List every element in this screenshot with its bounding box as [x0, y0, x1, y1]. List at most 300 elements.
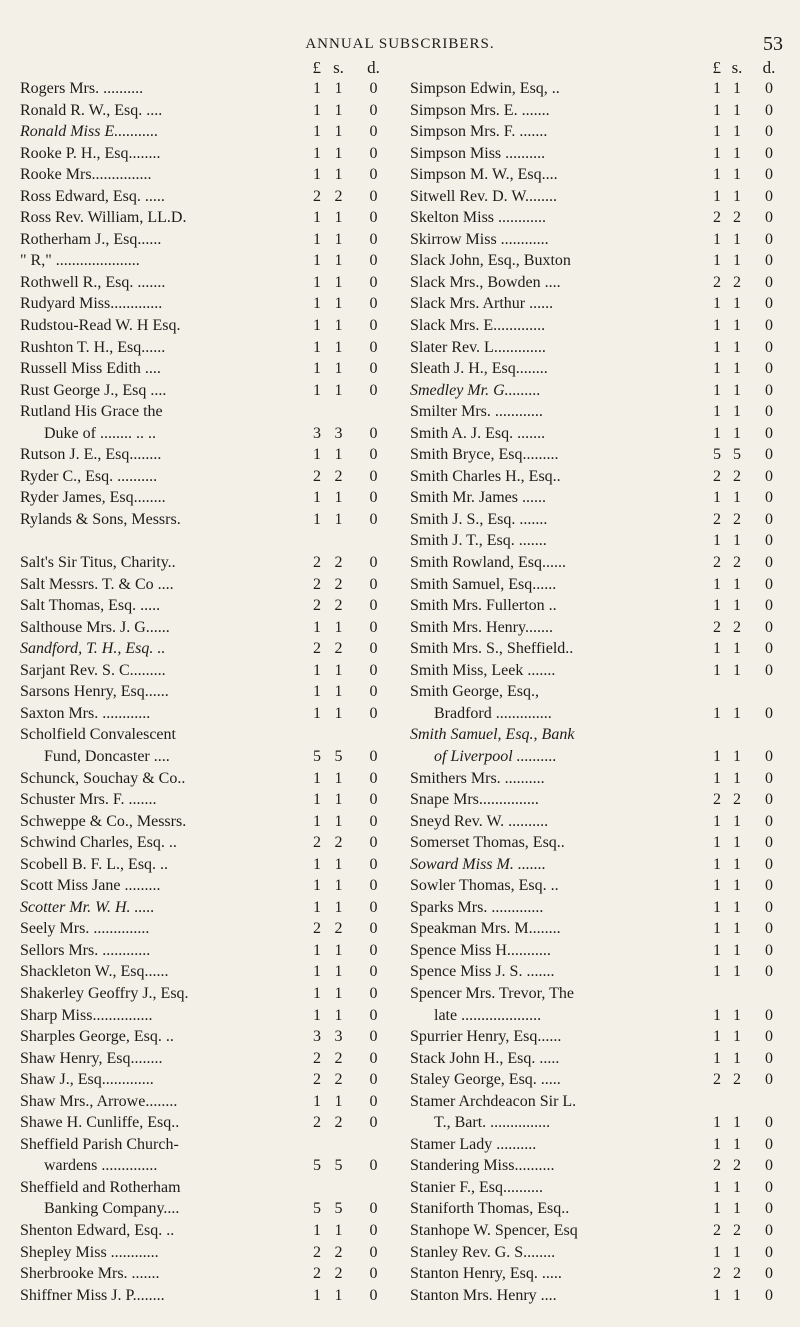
subscription-amount	[284, 961, 395, 983]
subscriber-row	[410, 638, 785, 660]
subscriber-row	[410, 832, 785, 854]
running-title: ANNUAL SUBSCRIBERS.	[305, 36, 495, 52]
pence-value: 0	[369, 360, 378, 378]
subscriber-name: Stanier F., Esq..........	[410, 1178, 543, 1196]
subscription-amount	[284, 983, 395, 1005]
pounds-value: 1	[713, 317, 721, 335]
subscription-amount	[284, 423, 395, 445]
subscriber-row	[410, 875, 785, 897]
pounds-value: 1	[713, 575, 721, 593]
subscriber-row	[20, 746, 395, 768]
subscription-amount	[687, 660, 785, 682]
shillings-value: 1	[334, 295, 343, 313]
subscriber-row	[20, 401, 395, 423]
subscriber-row	[410, 811, 785, 833]
subscriber-name: Smith Bryce, Esq.........	[410, 446, 559, 464]
subscriber-row	[20, 897, 395, 919]
subscriber-name: Skirrow Miss ............	[410, 230, 549, 248]
pence-value: 0	[765, 575, 773, 593]
subscription-amount	[687, 1048, 785, 1070]
shillings-value: 2	[334, 834, 343, 852]
pounds-value: 2	[713, 467, 721, 485]
subscriber-row	[20, 143, 395, 165]
shillings-value: 1	[733, 1135, 741, 1153]
subscriber-row	[20, 1091, 395, 1113]
pence-value: 0	[765, 640, 773, 658]
subscriber-row	[410, 315, 785, 337]
pence-value: 0	[369, 1114, 378, 1132]
subscriber-name: Rushton T. H., Esq......	[20, 338, 166, 356]
subscription-amount	[284, 293, 395, 315]
shillings-value: 1	[334, 941, 343, 959]
subscriber-name: Shiffner Miss J. P........	[20, 1286, 165, 1304]
left-subscriber-column	[20, 58, 395, 1306]
shillings-value: 2	[334, 1114, 343, 1132]
subscription-amount	[687, 444, 785, 466]
subscriber-name: Saxton Mrs. ............	[20, 704, 151, 722]
subscriber-row	[20, 552, 395, 574]
subscriber-name: Speakman Mrs. M........	[410, 920, 561, 938]
pence-value: 0	[369, 812, 378, 830]
subscriber-row	[20, 703, 395, 725]
subscription-amount	[284, 1155, 395, 1177]
pence-value: 0	[765, 812, 773, 830]
subscriber-row	[410, 1198, 785, 1220]
pence-value: 0	[369, 1200, 378, 1218]
subscriber-name: Ryder C., Esq. ..........	[20, 467, 158, 485]
pence-header: d.	[367, 58, 380, 77]
pounds-value: 1	[713, 812, 721, 830]
shillings-value: 1	[733, 704, 741, 722]
pence-value: 0	[765, 855, 773, 873]
subscriber-name: Slack Mrs. Arthur ......	[410, 295, 554, 313]
pounds-value: 2	[313, 575, 321, 593]
shillings-value: 2	[733, 554, 741, 572]
pence-value: 0	[765, 273, 773, 291]
pounds-value: 1	[713, 187, 721, 205]
pounds-header: £	[712, 58, 721, 77]
shillings-value: 5	[334, 1157, 343, 1175]
pounds-value: 1	[713, 424, 721, 442]
subscriber-name: Smilter Mrs. ............	[410, 403, 543, 421]
pence-value: 0	[765, 1028, 773, 1046]
subscriber-row	[20, 854, 395, 876]
subscriber-name: of Liverpool ..........	[434, 747, 557, 765]
pounds-value: 5	[313, 1157, 321, 1175]
shillings-value: 1	[334, 877, 343, 895]
pence-value: 0	[369, 855, 378, 873]
subscriber-name: Seely Mrs. ..............	[20, 920, 150, 938]
subscriber-row	[410, 681, 785, 703]
subscription-amount	[687, 272, 785, 294]
pence-value: 0	[765, 1157, 773, 1175]
subscription-amount	[284, 509, 395, 531]
shillings-value: 1	[733, 532, 741, 550]
subscription-amount	[284, 832, 395, 854]
shillings-value: 2	[334, 597, 343, 615]
pounds-value: 1	[313, 230, 321, 248]
shillings-header: s.	[731, 58, 743, 77]
subscriber-name: Smith Miss, Leek .......	[410, 661, 556, 679]
subscriber-name: Rutson J. E., Esq........	[20, 446, 162, 464]
pence-value: 0	[369, 791, 378, 809]
subscriber-name: Rust George J., Esq ....	[20, 381, 167, 399]
pounds-value: 5	[313, 747, 321, 765]
subscription-amount	[687, 1285, 785, 1307]
shillings-value: 1	[733, 812, 741, 830]
subscriber-row	[20, 315, 395, 337]
subscription-amount	[687, 186, 785, 208]
shillings-value: 1	[733, 187, 741, 205]
subscriber-name: Smith J. S., Esq. .......	[410, 510, 548, 528]
subscriber-row	[410, 1285, 785, 1307]
subscriber-name: Spence Miss H...........	[410, 941, 551, 959]
subscriber-row	[20, 100, 395, 122]
shillings-value: 1	[733, 597, 741, 615]
subscriber-row	[20, 638, 395, 660]
subscriber-row	[20, 961, 395, 983]
pence-value: 0	[369, 80, 378, 97]
subscription-amount	[687, 1263, 785, 1285]
subscription-amount	[687, 164, 785, 186]
subscription-amount	[284, 1285, 395, 1307]
pounds-value: 1	[313, 144, 321, 162]
subscriber-row	[410, 789, 785, 811]
pence-value: 0	[765, 252, 773, 270]
shillings-value: 1	[334, 1092, 343, 1110]
pounds-value: 1	[713, 963, 721, 981]
pence-value: 0	[765, 209, 773, 227]
subscriber-row	[20, 660, 395, 682]
shillings-value: 1	[733, 144, 741, 162]
subscription-amount	[284, 380, 395, 402]
shillings-value: 1	[334, 489, 343, 507]
subscriber-row	[410, 207, 785, 229]
subscriber-name: Slack Mrs., Bowden ....	[410, 273, 561, 291]
subscriber-row	[410, 768, 785, 790]
subscription-amount	[687, 380, 785, 402]
subscriber-name: Smith Mrs. Fullerton ..	[410, 597, 557, 615]
pounds-value: 2	[713, 618, 721, 636]
pounds-value: 1	[713, 920, 721, 938]
subscriber-row	[20, 358, 395, 380]
subscriber-name: wardens ..............	[44, 1157, 158, 1175]
shillings-value: 1	[733, 381, 741, 399]
pounds-value: 1	[313, 704, 321, 722]
pounds-value: 3	[313, 424, 321, 442]
shillings-value: 1	[733, 1114, 741, 1132]
shillings-value: 5	[334, 1200, 343, 1218]
shillings-value: 1	[334, 101, 343, 119]
subscriber-name: Russell Miss Edith ....	[20, 360, 161, 378]
subscriber-row	[20, 121, 395, 143]
shillings-value: 1	[733, 661, 741, 679]
shillings-value: 1	[334, 618, 343, 636]
pounds-value: 1	[713, 747, 721, 765]
pence-value: 0	[369, 834, 378, 852]
pounds-value: 1	[713, 166, 721, 184]
subscriber-name: Shaw J., Esq.............	[20, 1071, 154, 1089]
pence-value: 0	[765, 123, 773, 141]
subscriber-row	[20, 164, 395, 186]
pounds-value: 2	[713, 1221, 721, 1239]
subscription-amount	[687, 768, 785, 790]
pence-value: 0	[765, 381, 773, 399]
subscription-amount	[687, 1242, 785, 1264]
subscriber-name: Smith Charles H., Esq..	[410, 467, 561, 485]
subscription-amount	[687, 100, 785, 122]
subscription-amount	[687, 337, 785, 359]
subscriber-row	[20, 595, 395, 617]
subscription-amount	[687, 854, 785, 876]
subscriber-row	[20, 789, 395, 811]
subscriber-row	[410, 1134, 785, 1156]
pence-value: 0	[765, 791, 773, 809]
pounds-value: 1	[713, 1028, 721, 1046]
subscriber-name: Schunck, Souchay & Co..	[20, 769, 186, 787]
pence-value: 0	[369, 489, 378, 507]
shillings-value: 1	[733, 403, 741, 421]
shillings-value: 2	[334, 187, 343, 205]
subscriber-name: Ross Rev. William, LL.D.	[20, 209, 187, 227]
shillings-value: 1	[733, 317, 741, 335]
pounds-value: 1	[313, 941, 321, 959]
pence-value: 0	[369, 1006, 378, 1024]
subscriber-row	[410, 250, 785, 272]
subscriber-row	[410, 595, 785, 617]
subscriber-name: Slater Rev. L.............	[410, 338, 546, 356]
subscriber-name: Simpson Miss ..........	[410, 144, 546, 162]
pence-value: 0	[765, 618, 773, 636]
pounds-value: 1	[713, 338, 721, 356]
subscription-amount	[687, 509, 785, 531]
subscriber-row	[410, 487, 785, 509]
subscriber-name: Sparks Mrs. .............	[410, 898, 544, 916]
subscription-amount	[284, 746, 395, 768]
subscriber-row	[20, 1285, 395, 1307]
pounds-value: 1	[313, 812, 321, 830]
subscriber-row	[20, 768, 395, 790]
shillings-value: 2	[334, 1265, 343, 1283]
subscriber-row	[20, 940, 395, 962]
pounds-value: 1	[313, 381, 321, 399]
subscriber-name: Smith A. J. Esq. .......	[410, 424, 546, 442]
shillings-value: 1	[733, 941, 741, 959]
shillings-value: 1	[733, 1243, 741, 1261]
subscription-amount	[687, 78, 785, 100]
pounds-value: 1	[713, 769, 721, 787]
subscription-amount	[284, 1091, 395, 1113]
pence-value: 0	[369, 446, 378, 464]
subscriber-row	[410, 293, 785, 315]
shillings-value: 2	[733, 618, 741, 636]
shillings-value: 1	[334, 661, 343, 679]
subscription-amount	[284, 875, 395, 897]
pence-value: 0	[369, 554, 378, 572]
pounds-value: 1	[313, 295, 321, 313]
subscriber-name: Simpson M. W., Esq....	[410, 166, 558, 184]
subscriber-row	[20, 337, 395, 359]
subscriber-row	[20, 530, 395, 552]
subscriber-name: Shackleton W., Esq......	[20, 963, 169, 981]
subscriber-name: Somerset Thomas, Esq..	[410, 834, 565, 852]
subscriber-name: Sarsons Henry, Esq......	[20, 683, 169, 701]
pounds-header: £	[312, 58, 321, 77]
subscriber-row	[410, 574, 785, 596]
subscription-amount	[687, 940, 785, 962]
pounds-value: 1	[713, 381, 721, 399]
subscriber-name: Rudstou-Read W. H Esq.	[20, 317, 181, 335]
pounds-value: 1	[313, 661, 321, 679]
subscription-amount	[687, 1026, 785, 1048]
shillings-value: 1	[334, 80, 343, 97]
subscription-amount	[284, 1112, 395, 1134]
pence-value: 0	[369, 1265, 378, 1283]
pence-value: 0	[765, 510, 773, 528]
subscription-amount	[687, 229, 785, 251]
shillings-value: 1	[334, 984, 343, 1002]
subscriber-name: Staley George, Esq. .....	[410, 1071, 561, 1089]
shillings-value: 1	[733, 489, 741, 507]
pounds-value: 1	[313, 489, 321, 507]
shillings-value: 1	[733, 963, 741, 981]
pounds-value: 2	[313, 1243, 321, 1261]
pounds-value: 1	[713, 877, 721, 895]
pence-value: 0	[765, 1006, 773, 1024]
shillings-value: 3	[334, 424, 343, 442]
pence-value: 0	[765, 1135, 773, 1153]
pounds-value: 1	[713, 1135, 721, 1153]
subscriber-row	[20, 1048, 395, 1070]
subscriber-row	[20, 724, 395, 746]
shillings-value: 1	[334, 791, 343, 809]
subscription-amount	[687, 121, 785, 143]
pence-value: 0	[765, 80, 773, 97]
pence-value: 0	[765, 769, 773, 787]
subscriber-name: Salthouse Mrs. J. G......	[20, 618, 170, 636]
subscriber-name: Salt Messrs. T. & Co ....	[20, 575, 174, 593]
subscriber-row	[410, 444, 785, 466]
pence-value: 0	[369, 144, 378, 162]
subscriber-name: Rogers Mrs. ..........	[20, 80, 144, 97]
pounds-value: 1	[713, 1114, 721, 1132]
subscriber-name: Sowler Thomas, Esq. ..	[410, 877, 559, 895]
subscriber-row	[20, 229, 395, 251]
shillings-value: 2	[733, 1221, 741, 1239]
subscriber-row	[410, 401, 785, 423]
subscriber-name: Shaw Henry, Esq........	[20, 1049, 163, 1067]
subscriber-row	[20, 1177, 395, 1199]
shillings-value: 1	[334, 144, 343, 162]
pounds-value: 1	[313, 963, 321, 981]
subscriber-row	[410, 509, 785, 531]
right-subscriber-column	[410, 58, 785, 1306]
subscriber-row	[410, 358, 785, 380]
subscription-amount	[687, 250, 785, 272]
subscription-amount	[284, 660, 395, 682]
subscriber-name: Shawe H. Cunliffe, Esq..	[20, 1114, 180, 1132]
subscription-amount	[687, 293, 785, 315]
subscriber-name: Salt's Sir Titus, Charity..	[20, 554, 176, 572]
shillings-value: 1	[334, 1221, 343, 1239]
subscriber-row	[410, 78, 785, 100]
currency-header	[20, 58, 395, 78]
pounds-value: 1	[713, 898, 721, 916]
pence-value: 0	[369, 381, 378, 399]
subscriber-name: Ryder James, Esq........	[20, 489, 166, 507]
subscription-amount	[687, 552, 785, 574]
subscriber-name: Smith Mrs. Henry.......	[410, 618, 553, 636]
pounds-value: 1	[713, 230, 721, 248]
subscriber-name: Sherbrooke Mrs. .......	[20, 1265, 160, 1283]
subscriber-row	[410, 1048, 785, 1070]
subscriber-row	[20, 983, 395, 1005]
pence-value: 0	[369, 187, 378, 205]
pounds-value: 2	[313, 467, 321, 485]
pounds-value: 1	[313, 1092, 321, 1110]
subscriber-name: Salt Thomas, Esq. .....	[20, 597, 161, 615]
pence-value: 0	[369, 898, 378, 916]
subscription-amount	[687, 746, 785, 768]
pounds-value: 1	[713, 123, 721, 141]
subscriber-row	[410, 1091, 785, 1113]
shillings-value: 1	[733, 898, 741, 916]
pence-value: 0	[369, 1286, 378, 1304]
subscriber-row	[410, 552, 785, 574]
pounds-value: 1	[313, 769, 321, 787]
subscriber-name: Bradford ..............	[434, 704, 552, 722]
subscription-amount	[687, 487, 785, 509]
shillings-value: 1	[733, 1006, 741, 1024]
pounds-value: 1	[313, 984, 321, 1002]
pence-value: 0	[765, 1178, 773, 1196]
shillings-value: 1	[334, 769, 343, 787]
subscriber-name: Soward Miss M. .......	[410, 855, 546, 873]
shillings-value: 2	[733, 510, 741, 528]
pence-value: 0	[369, 317, 378, 335]
subscription-amount	[687, 897, 785, 919]
subscription-amount	[284, 897, 395, 919]
subscription-amount	[284, 789, 395, 811]
pence-value: 0	[765, 597, 773, 615]
subscriber-row	[410, 983, 785, 1005]
subscription-amount	[687, 358, 785, 380]
shillings-value: 2	[334, 575, 343, 593]
subscriber-name: Snape Mrs...............	[410, 791, 539, 809]
pence-value: 0	[369, 295, 378, 313]
shillings-value: 1	[733, 1049, 741, 1067]
pence-value: 0	[369, 252, 378, 270]
subscription-amount	[284, 207, 395, 229]
shillings-value: 1	[733, 877, 741, 895]
pounds-value: 1	[313, 101, 321, 119]
subscriber-row	[20, 681, 395, 703]
subscriber-row	[410, 897, 785, 919]
pence-value: 0	[369, 640, 378, 658]
pence-value: 0	[765, 338, 773, 356]
subscription-amount	[284, 854, 395, 876]
shillings-value: 1	[733, 855, 741, 873]
subscriber-row	[20, 1155, 395, 1177]
pounds-value: 2	[713, 510, 721, 528]
shillings-value: 1	[334, 360, 343, 378]
pounds-value: 2	[313, 640, 321, 658]
pounds-value: 1	[313, 1286, 321, 1304]
pence-value: 0	[369, 209, 378, 227]
shillings-value: 1	[733, 338, 741, 356]
pence-value: 0	[765, 661, 773, 679]
pounds-value: 5	[713, 446, 721, 464]
